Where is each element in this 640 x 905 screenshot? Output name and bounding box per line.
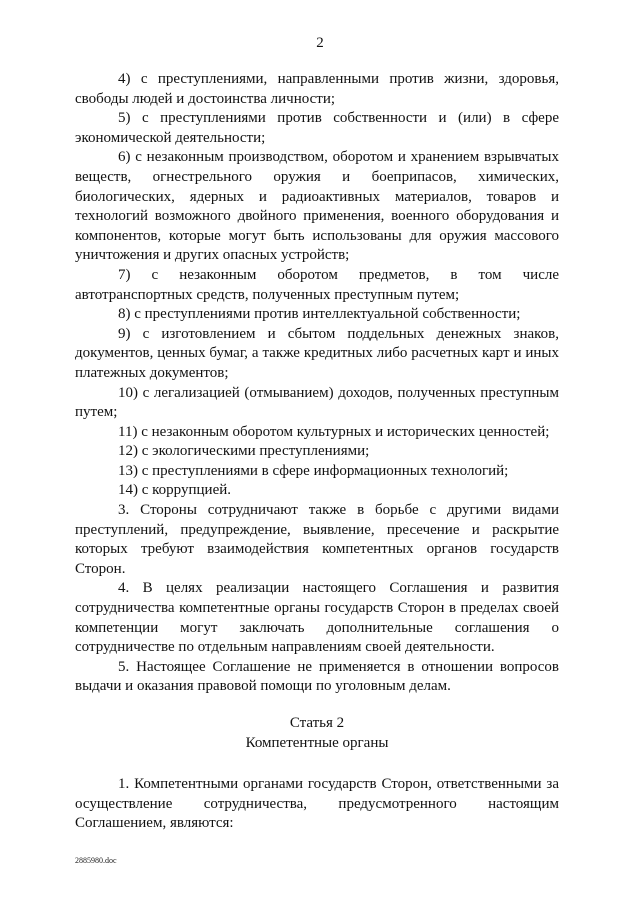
article-title: Компетентные органы	[245, 734, 389, 751]
list-item-11: 11) с незаконным оборотом культурных и исторических ценностей;	[118, 423, 550, 440]
article-heading	[75, 714, 559, 753]
clause-4: 4. В целях реализации настоящего Соглашения и развития сотрудничества компетентные органы государств Сторон в пределах своей компетенции могут заключать дополнительные соглашения о сотрудничестве по отдельным направлениям своей деятельности.	[75, 580, 559, 656]
list-item-7: 7) с незаконным оборотом предметов, в том числе автотранспортных средств, полученных преступным путем;	[75, 266, 559, 303]
list-item-14: 14) с коррупцией.	[118, 482, 231, 499]
file-name-footer: 2885980.doc	[75, 856, 117, 865]
list-item-12: 12) с экологическими преступлениями;	[118, 443, 370, 460]
article-clause-1: 1. Компетентными органами государств Сторон, ответственными за осуществление сотрудничества, предусмотренного настоящим Соглашением, являются:	[75, 776, 559, 832]
list-item-13: 13) с преступлениями в сфере информационных технологий;	[118, 462, 509, 479]
clause-5: 5. Настоящее Соглашение не применяется в отношении вопросов выдачи и оказания правовой помощи по уголовным делам.	[75, 658, 559, 695]
list-item-10: 10) с легализацией (отмыванием) доходов, полученных преступным путем;	[75, 384, 559, 421]
page-number: 2	[316, 35, 324, 51]
list-item-5: 5) с преступлениями против собственности и (или) в сфере экономической деятельности;	[75, 110, 559, 146]
list-item-6: 6) с незаконным производством, оборотом и хранением взрывчатых веществ, огнестрельного оружия и боеприпасов, химических, биологических, ядерных и радиоактивных материалов, товаров и технологий возможного двойного применения, военного оборудования и компонентов, которые могут быть использованы для оружия массового уничтожения и других опасных устройств;	[75, 149, 559, 264]
list-item-8: 8) с преступлениями против интеллектуальной собственности;	[118, 306, 521, 323]
article-number: Статья 2	[289, 715, 345, 731]
list-item-9: 9) с изготовлением и сбытом поддельных денежных знаков, документов, ценных бумаг, а также кредитных либо расчетных карт и иных платежных документов;	[75, 325, 559, 381]
document-body	[75, 70, 559, 834]
clause-3: 3. Стороны сотрудничают также в борьбе с другими видами преступлений, предупреждение, выявление, пресечение и раскрытие которых требуют взаимодействия компетентных органов государств Сторон.	[75, 502, 559, 577]
list-item-4: 4) с преступлениями, направленными против жизни, здоровья, свободы людей и достоинства личности;	[75, 71, 559, 107]
